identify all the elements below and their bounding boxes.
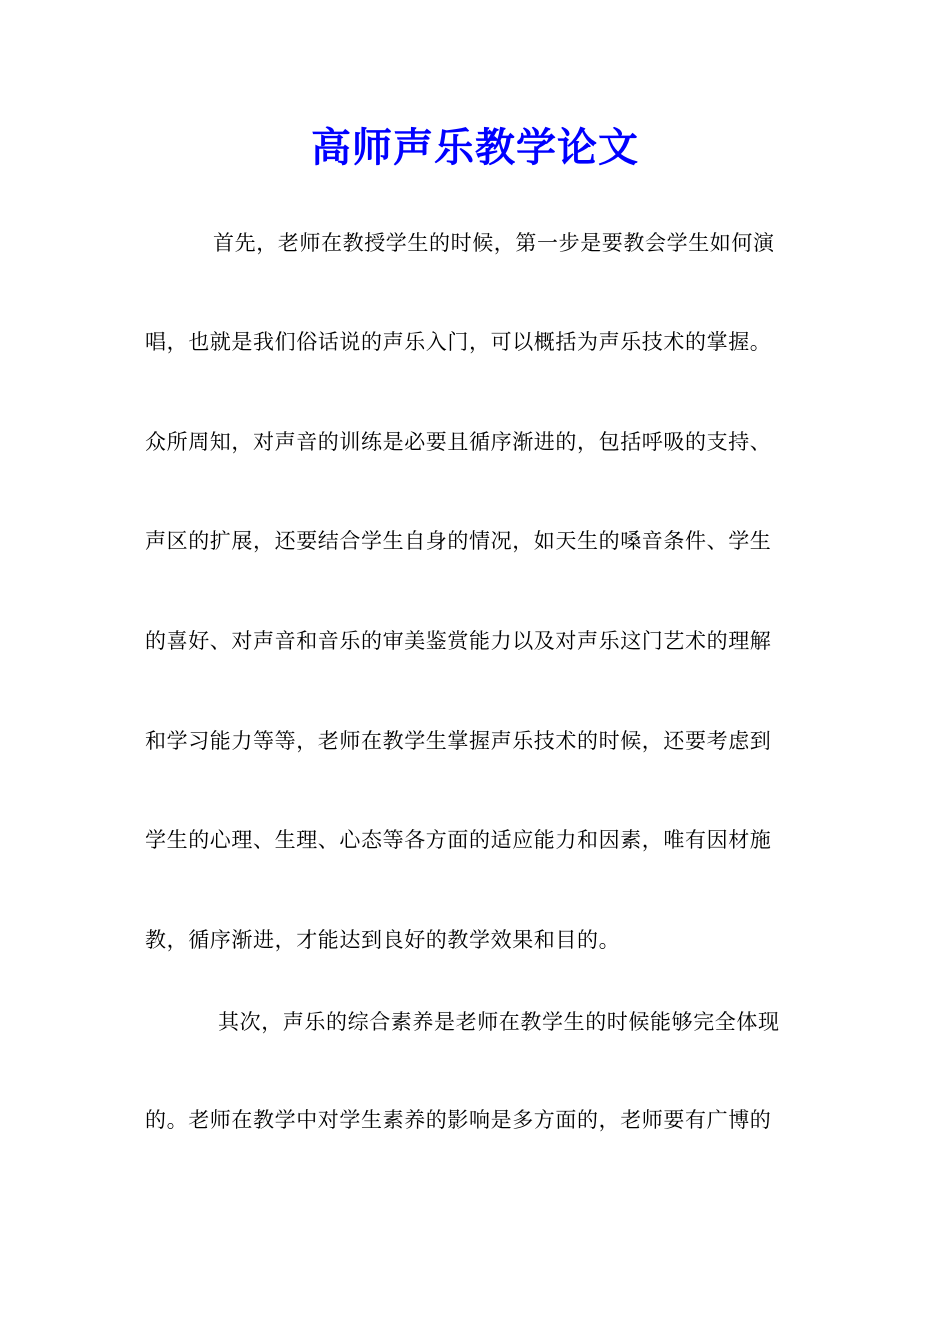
paragraph-1-line-4: 声区的扩展，还要结合学生自身的情况，如天生的嗓音条件、学生 xyxy=(145,529,772,553)
document-title: 高师声乐教学论文 xyxy=(311,124,639,171)
paragraph-1-line-7: 学生的心理、生理、心态等各方面的适应能力和因素，唯有因材施 xyxy=(145,828,772,852)
paragraph-1-line-8: 教，循序渐进，才能达到良好的教学效果和目的。 xyxy=(145,928,621,952)
paragraph-1-line-6: 和学习能力等等，老师在教学生掌握声乐技术的时候，还要考虑到 xyxy=(145,729,772,753)
paragraph-1-line-1: 首先，老师在教授学生的时候，第一步是要教会学生如何演 xyxy=(213,231,775,255)
paragraph-2-line-2: 的。老师在教学中对学生素养的影响是多方面的，老师要有广博的 xyxy=(145,1108,772,1132)
paragraph-1-line-2: 唱，也就是我们俗话说的声乐入门，可以概括为声乐技术的掌握。 xyxy=(145,330,772,354)
paragraph-2-line-1: 其次，声乐的综合素养是老师在教学生的时候能够完全体现 xyxy=(218,1010,780,1034)
paragraph-1-line-3: 众所周知，对声音的训练是必要且循序渐进的，包括呼吸的支持、 xyxy=(145,430,772,454)
paragraph-1-line-5: 的喜好、对声音和音乐的审美鉴赏能力以及对声乐这门艺术的理解 xyxy=(145,629,772,653)
